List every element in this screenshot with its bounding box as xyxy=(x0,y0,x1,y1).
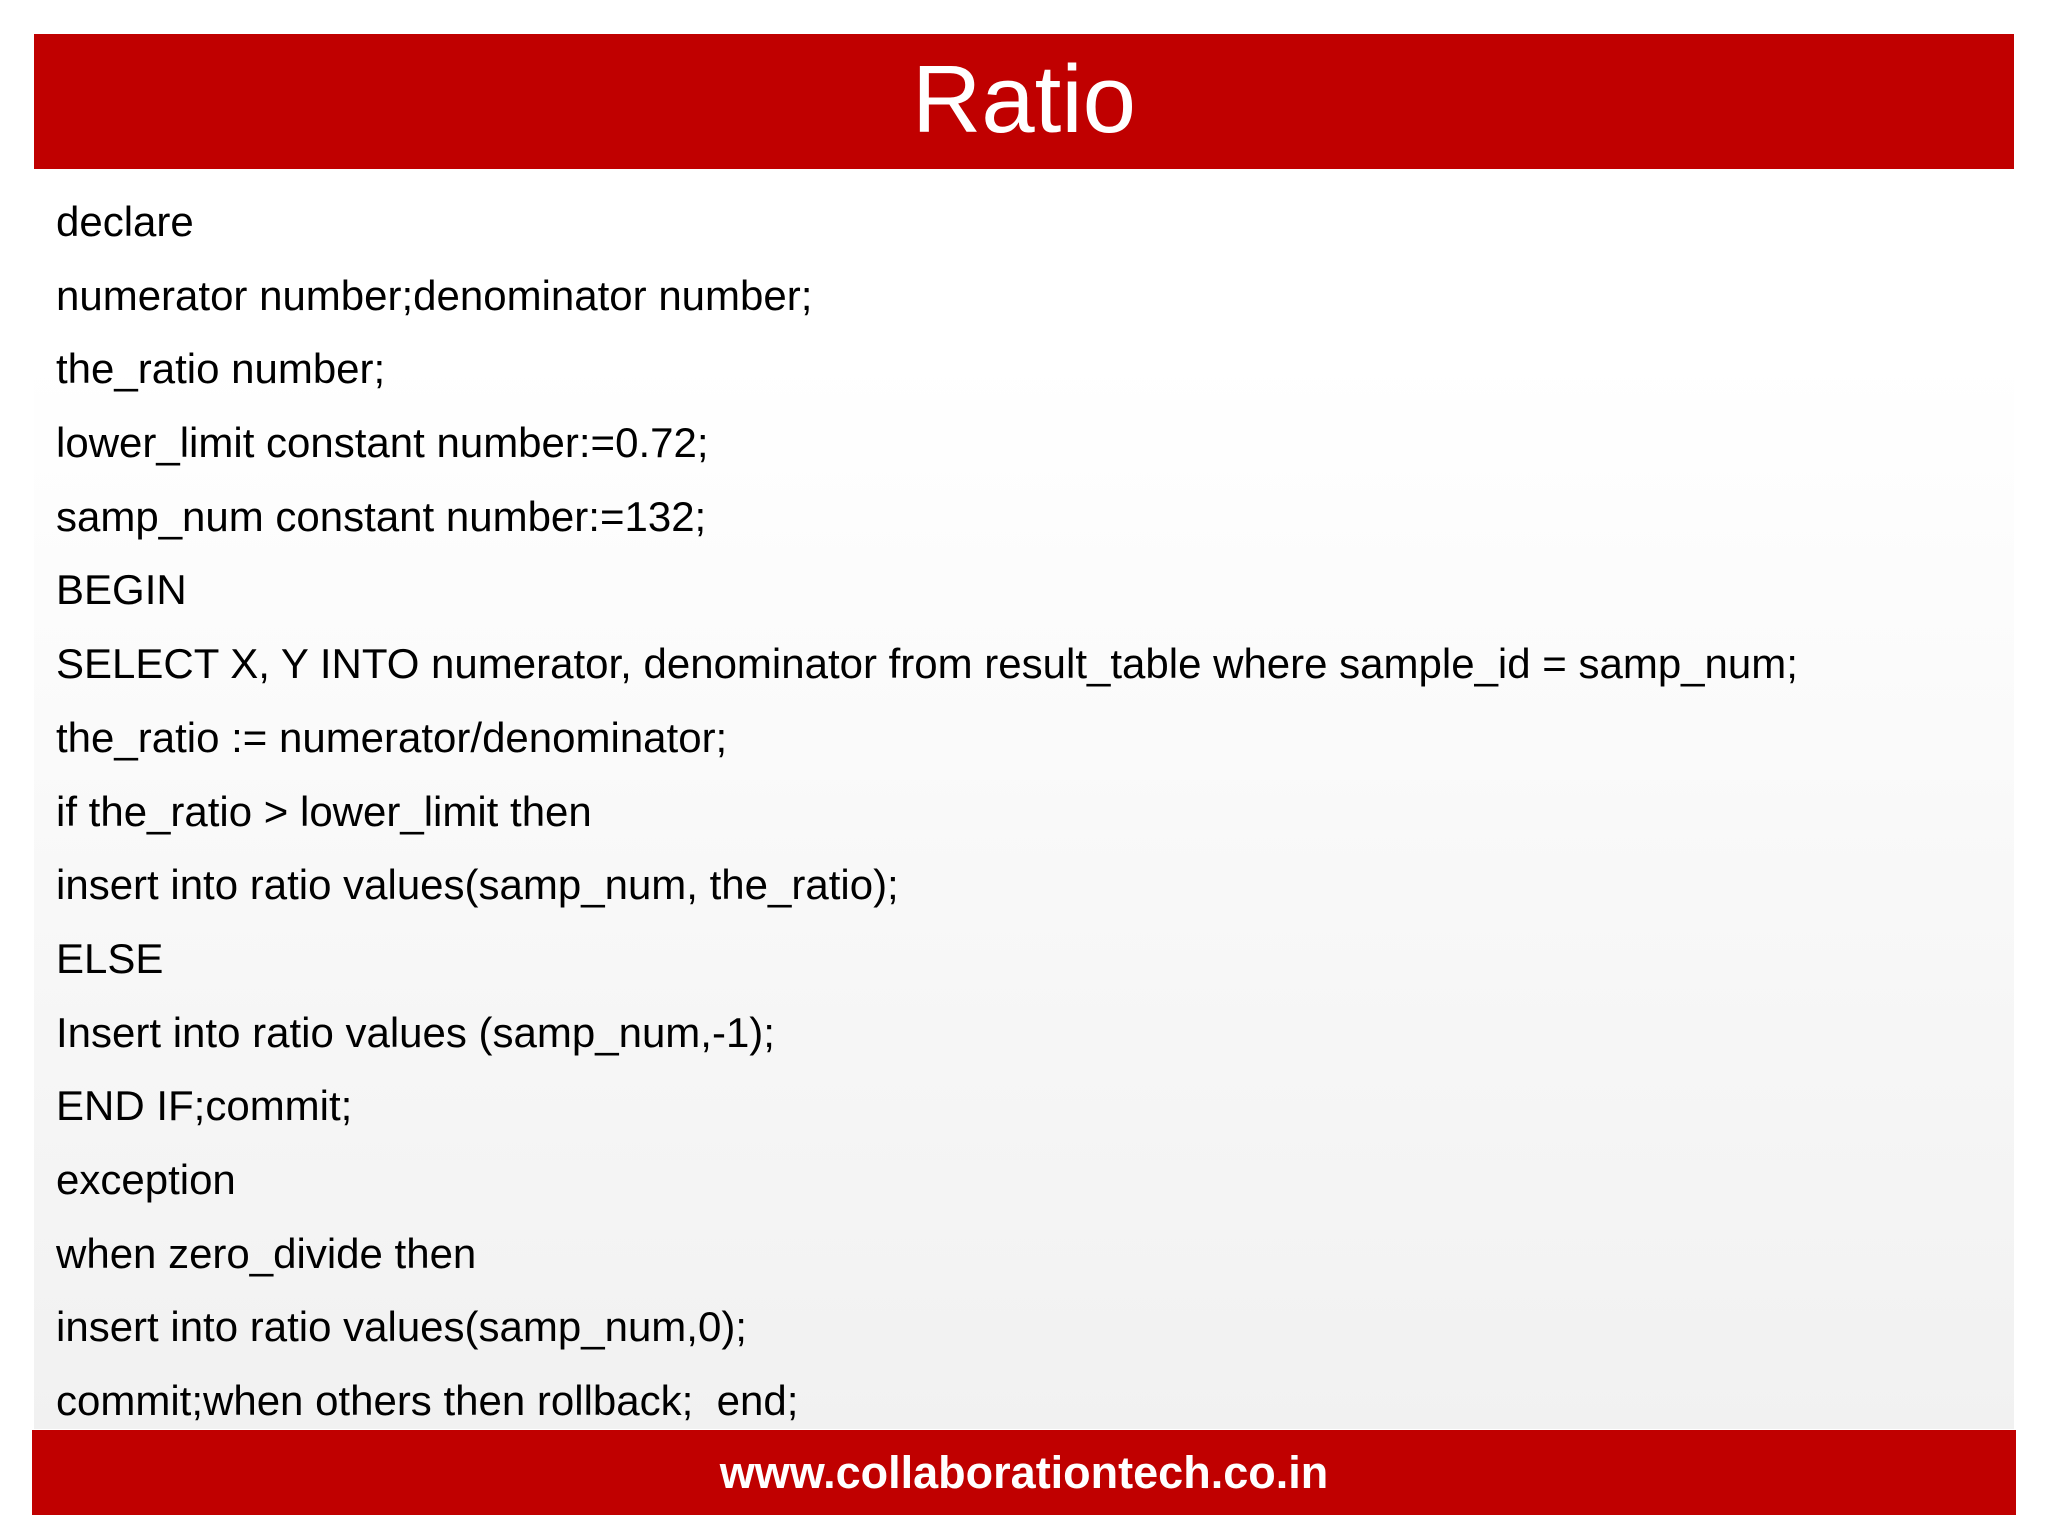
slide-content xyxy=(34,169,2014,1429)
code-line: BEGIN xyxy=(56,566,187,614)
code-line: END IF;commit; xyxy=(56,1082,353,1130)
code-line: declare xyxy=(56,198,194,245)
code-line: when zero_divide then xyxy=(56,1229,477,1277)
code-line: insert into ratio values(samp_num,0); xyxy=(56,1303,747,1351)
code-line: samp_num constant number:=132; xyxy=(56,492,707,540)
code-line: lower_limit constant number:=0.72; xyxy=(56,419,709,467)
title-bar xyxy=(34,34,2014,169)
code-line: exception xyxy=(56,1155,236,1203)
slide-title: Ratio xyxy=(911,45,1137,153)
code-line: Insert into ratio values (samp_num,-1); xyxy=(56,1008,775,1056)
code-line: the_ratio number; xyxy=(56,345,386,393)
footer-url: www.collaborationtech.co.in xyxy=(719,1446,1329,1498)
code-line: ELSE xyxy=(56,934,164,982)
code-line: numerator number;denominator number; xyxy=(56,271,813,319)
code-line: the_ratio := numerator/denominator; xyxy=(56,713,728,761)
footer-bar xyxy=(32,1430,2016,1515)
code-line: commit;when others then rollback; end; xyxy=(56,1377,799,1424)
code-line: insert into ratio values(samp_num, the_ratio); xyxy=(56,861,899,909)
code-line: SELECT X, Y INTO numerator, denominator from result_table where sample_id = samp_num; xyxy=(56,640,1798,688)
code-line: if the_ratio > lower_limit then xyxy=(56,787,592,835)
code-block xyxy=(56,185,1798,1438)
